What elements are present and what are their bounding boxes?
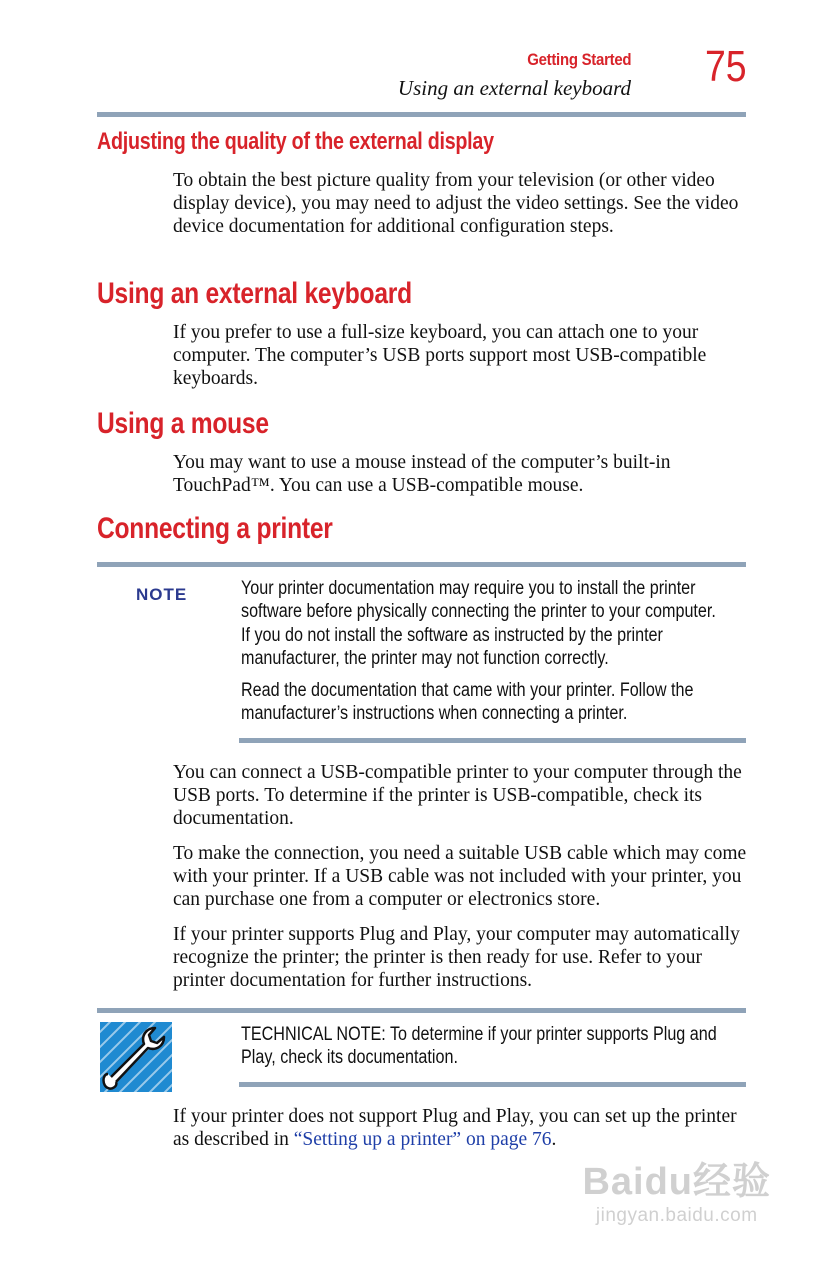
note-label: NOTE — [136, 585, 188, 604]
wrench-icon — [100, 1022, 172, 1092]
paragraph-no-plug-and-play — [173, 1105, 753, 1151]
paragraph-quality: To obtain the best picture quality from your television (or other video display device), you may need to adjust the video settings. See the video device documentation for additional configuration steps. — [173, 170, 739, 237]
paragraph-mouse: You may want to use a mouse instead of the computer’s built-in TouchPad™. You can use a USB-compatible mouse. — [173, 452, 671, 496]
note-top-rule — [97, 562, 746, 567]
watermark-url: jingyan.baidu.com — [595, 1205, 758, 1226]
watermark-brand: Baidu经验 — [582, 1161, 771, 1203]
page-number: 75 — [705, 42, 747, 91]
header-rule — [97, 112, 746, 117]
running-header-section: Getting Started — [526, 50, 631, 69]
paragraph-keyboard: If you prefer to use a full-size keyboard, you can attach one to your computer. The computer’s USB ports support most USB-compatible keyboards. — [173, 322, 707, 389]
running-header-subsection: Using an external keyboard — [397, 76, 631, 100]
note-paragraph-2: Read the documentation that came with your printer. Follow the manufacturer’s instructions when connecting a printer. — [241, 680, 694, 725]
technical-note-text: TECHNICAL NOTE: To determine if your printer supports Plug and Play, check its documentation. — [241, 1024, 717, 1069]
paragraph-plug-and-play: If your printer supports Plug and Play, your computer may automatically recognize the printer; the printer is then ready for use. Refer to your printer documentation for further instructions. — [173, 924, 740, 991]
heading-using-mouse: Using a mouse — [97, 407, 269, 440]
tech-note-top-rule — [97, 1008, 746, 1013]
heading-connecting-printer: Connecting a printer — [97, 512, 333, 545]
heading-adjusting-quality: Adjusting the quality of the external display — [97, 128, 494, 155]
paragraph-text-after-link: . — [551, 1129, 557, 1150]
note-paragraph-1: Your printer documentation may require you to install the printer software before physically connecting the printer to your computer. If you do not install the software as instructed by the printer manufacturer, the printer may not function correctly. — [241, 578, 716, 669]
tech-note-bottom-rule — [239, 1082, 746, 1087]
paragraph-printer-cable: To make the connection, you need a suitable USB cable which may come with your printer. If a USB cable was not included with your printer, you can purchase one from a computer or electronics store. — [173, 843, 747, 910]
paragraph-printer-usb: You can connect a USB-compatible printer to your computer through the USB ports. To determine if the printer is USB-compatible, check its documentation. — [173, 762, 742, 829]
link-setting-up-printer[interactable]: “Setting up a printer” on page 76 — [293, 1129, 552, 1150]
watermark — [582, 1150, 771, 1227]
paragraph-text-before-link: If your printer does not support Plug and Play, you can set up the printer as described in — [173, 1106, 737, 1150]
heading-external-keyboard: Using an external keyboard — [97, 277, 412, 310]
note-bottom-rule — [239, 738, 746, 743]
